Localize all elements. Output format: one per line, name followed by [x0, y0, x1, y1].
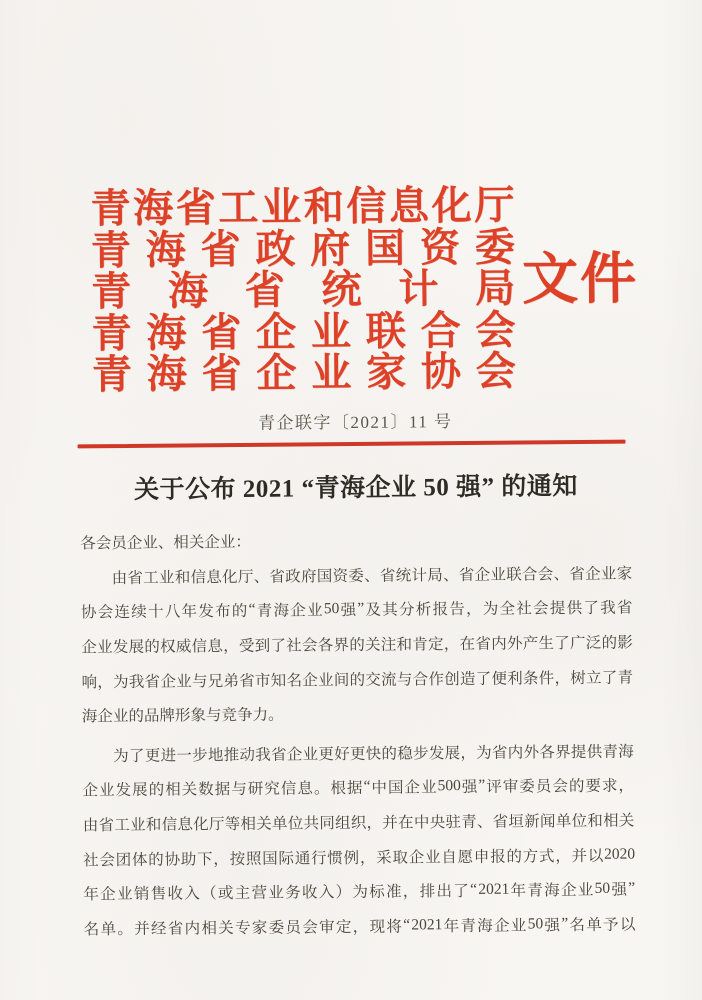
body-line: 由 省 工 业 和 信 息 化 厅 等 相 关 单 位 共 同 组 织 ， 并 在 中 央 驻 青 、 省 垣 新 闻 单 位 和 相 关	[82, 812, 635, 835]
body-line: 企 业 发 展 的 权 威 信 息 ， 受 到 了 社 会 各 界 的 关 注 和 肯 定 ， 在 省 内 外 产 生 了 广 泛 的 影	[81, 634, 633, 657]
body-paragraph	[82, 733, 636, 945]
body-line: 年 企 业 销 售 收 入 （ 或 主 营 业 务 收 入 ） 为 标 准 ， 排 出 了 “ 2021 年 青 海 企 业 50 强 ”	[83, 879, 636, 904]
body-line: 海 企 业 的 品 牌 形 象 与 竞 争 力 。	[81, 706, 284, 726]
document-type-label: 文件	[521, 248, 639, 312]
agency-name: 青 海 省 企 业 联 合 会	[91, 307, 516, 357]
document-title: 关于公布 2021 “青海企业 50 强” 的通知	[133, 473, 578, 504]
body-paragraph	[81, 555, 634, 733]
body-line: 由 省 工 业 和 信 息 化 厅 、 省 政 府 国 资 委 、 省 统 计 局 、 省 企 业 联 合 会 、 省 企 业 家	[111, 565, 633, 587]
agency-name: 青 海 省 统 计 局	[90, 265, 516, 315]
agency-name: 青 海 省 工 业 和 信 息 化 厅	[90, 182, 515, 232]
body-line: 企 业 发 展 的 相 关 数 据 与 研 究 信 息 。 根 据 “ 中 国 企 业 500 强 ” 评 审 委 员 会 的 要 求 ，	[82, 777, 635, 800]
agency-name: 青 海 省 企 业 家 协 会	[91, 348, 516, 398]
body-paragraphs	[81, 555, 636, 945]
body-line: 社 会 团 体 的 协 助 下 ， 按 照 国 际 通 行 惯 例 ， 采 取 企 业 自 愿 申 报 的 方 式 ， 并 以 2020	[83, 845, 636, 869]
body-line: 协 会 连 续 十 八 年 发 布 的 “ 青 海 企 业 50 强 ” 及 其 分 析 报 告 ， 为 全 社 会 提 供 了 我 省	[80, 600, 633, 622]
body-line: 为 了 更 进 一 步 地 推 动 我 省 企 业 更 好 更 快 的 稳 步 发 展 ， 为 省 内 外 各 界 提 供 青 海	[113, 743, 634, 765]
body-line: 响 ， 为 我 省 企 业 与 兄 弟 省 市 知 名 企 业 间 的 交 流 与 合 作 创 造 了 便 利 条 件 ， 树 立 了 青	[81, 669, 634, 692]
document-body	[80, 521, 636, 946]
document-number: 青企联字〔2021〕11 号	[257, 412, 453, 433]
issuing-agencies	[90, 182, 516, 398]
agency-name: 青 海 省 政 府 国 资 委	[90, 224, 515, 274]
salutation: 各会员企业、相关企业：	[80, 534, 251, 553]
red-divider-line	[78, 440, 626, 449]
body-line: 名 单 。 并 经 省 内 相 关 专 家 委 员 会 审 定 ， 现 将 “ 2021 年 青 海 企 业 50 强 ” 名 单 予 以	[83, 914, 636, 939]
